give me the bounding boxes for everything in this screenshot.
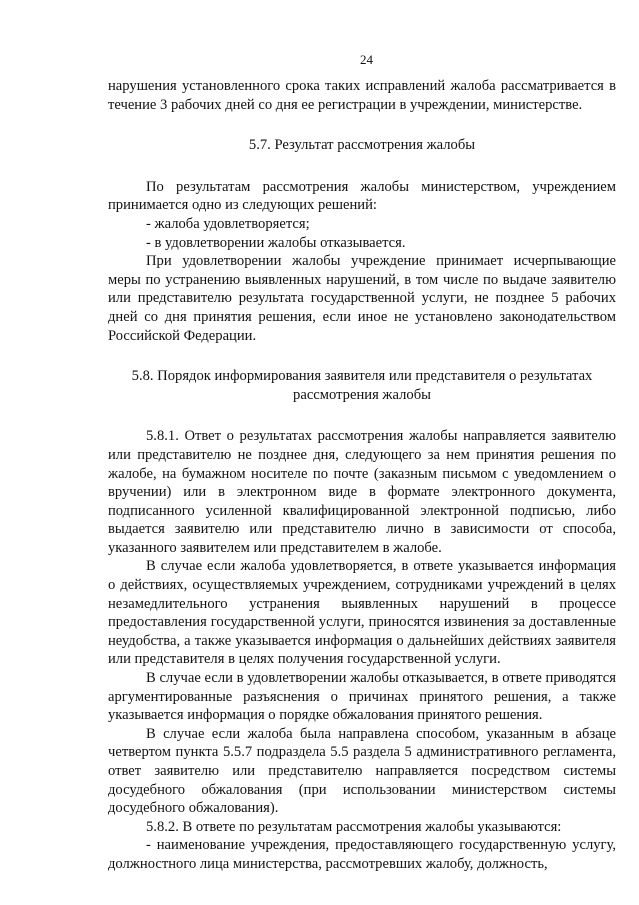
section-heading-5-8 — [108, 367, 616, 404]
paragraph-pretrial-system: В случае если жалоба была направлена способом, указанным в абзаце четвертом пункта 5.5.7 подраздела 5.5 раздела 5 административного регламента, ответ заявителю или представителю направляется посредством системы досудебного обжалования (при использовании министерством системы досудебного обжалования). — [108, 725, 616, 817]
section-heading-5-8-line1: 5.8. Порядок информирования заявителя или представителя о результатах — [131, 368, 593, 385]
document-body — [108, 77, 616, 874]
paragraph-5-8-1: 5.8.1. Ответ о результатах рассмотрения жалобы направляется заявителю или представителю не позднее дня, следующего за нем принятия решения по жалобе, на бумажном носителе по почте (заказным письмом с уведомлением о вручении) или в электронном виде в формате электронного документа, подписанного усиленной квалифицированной электронной подписью, либо выдается заявителю или представителю лично в зависимости от способа, указанного заявителем или представителем в жалобе. — [108, 428, 616, 556]
page-number: 24 — [360, 52, 373, 67]
paragraph-if-refused: В случае если в удовлетворении жалобы отказывается, в ответе приводятся аргументированные разъяснения о причинах принятого решения, а также указывается информация о порядке обжалования принятого решения. — [108, 670, 616, 724]
paragraph-5-8-2: 5.8.2. В ответе по результатам рассмотрения жалобы указываются: — [146, 818, 562, 835]
list-item-satisfied: - жалоба удовлетворяется; — [146, 215, 310, 232]
section-heading-5-7: 5.7. Результат рассмотрения жалобы — [248, 137, 476, 154]
list-item-refused: - в удовлетворении жалобы отказывается. — [146, 234, 406, 251]
paragraph-satisfaction-measures: При удовлетворении жалобы учреждение принимает исчерпывающие меры по устранению выявленных нарушений, в том числе по выдаче заявителю или представителю результата государственной услуги, не позднее 5 рабочих дней со дня принятия решения, если иное не установлено законодательством Российской Федерации. — [108, 253, 616, 344]
section-heading-5-8-line2: рассмотрения жалобы — [293, 386, 431, 403]
paragraph-continuation: нарушения установленного срока таких исправлений жалоба рассматривается в течение 3 рабочих дней со дня ее регистрации в учреждении, министерстве. — [108, 78, 616, 113]
paragraph-decision-intro: По результатам рассмотрения жалобы министерством, учреждением принимается одно из следующих решений: — [108, 178, 616, 214]
paragraph-response-contents: - наименование учреждения, предоставляющего государственную услугу, должностного лица министерства, рассмотревших жалобу, должность, — [108, 837, 616, 872]
paragraph-if-satisfied: В случае если жалоба удовлетворяется, в ответе указывается информация о действиях, осуществляемых учреждением, сотрудниками учреждений в целях незамедлительного устранения выявленных нарушений в процессе предоставления государственной услуги, приносятся извинения за доставленные неудобства, а также указывается информация о дальнейших действиях заявителя или представителя в целях получения государственной услуги. — [108, 558, 616, 668]
